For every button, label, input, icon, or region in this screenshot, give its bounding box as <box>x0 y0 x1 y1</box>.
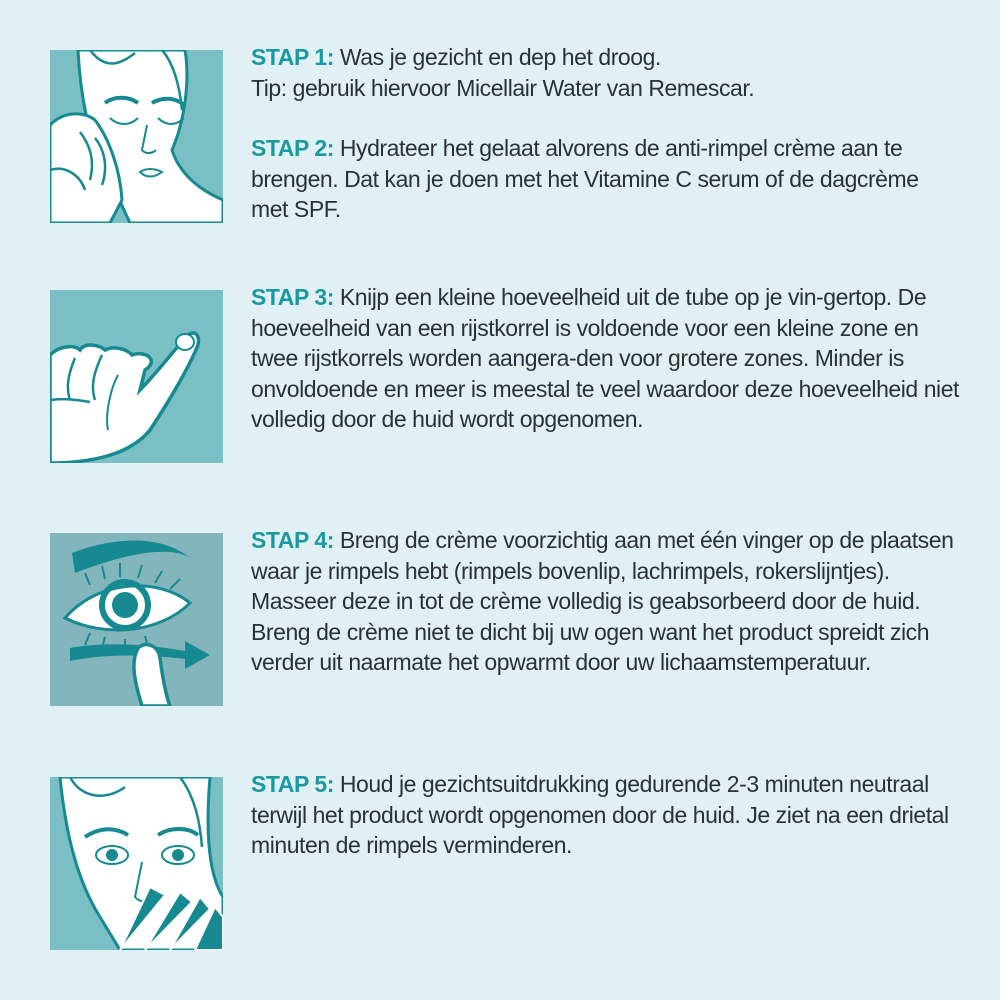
step-1-tip: Tip: gebruik hiervoor Micellair Water van Remescar. <box>251 74 755 101</box>
step-1-label: STAP 1: <box>251 44 334 70</box>
step-1-text: Was je gezicht en dep het droog. <box>333 44 661 70</box>
step-1-2-text <box>251 42 961 225</box>
step-5-text-block <box>251 769 961 861</box>
face-drying-with-towel-icon <box>50 50 223 223</box>
step-5-label: STAP 5: <box>251 771 334 797</box>
eye-finger-application-icon <box>50 533 223 706</box>
step-2-text: Hydrateer het gelaat alvorens de anti-rimpel crème aan te brengen. Dat kan je doen met het Vitamine C serum of de dagcrème met SPF. <box>251 135 919 222</box>
step-3-text-block <box>251 282 961 435</box>
step-2-label: STAP 2: <box>251 135 334 161</box>
step-3-text: Knijp een kleine hoeveelheid uit de tube op je vin-gertop. De hoeveelheid van een rijstkorrel is voldoende voor een kleine zone en twee rijstkorrels worden aangera-den voor grotere zones. Minder is onvoldoende en meer is meestal te veel waardoor deze hoeveelheid niet volledig door de huid wordt opgenomen. <box>251 284 959 432</box>
step-4-label: STAP 4: <box>251 527 334 553</box>
fingertip-with-cream-icon <box>50 290 223 463</box>
face-with-fan-icon <box>50 777 223 950</box>
step-5-text: Houd je gezichtsuitdrukking gedurende 2-3 minuten neutraal terwijl het product wordt opgenomen door de huid. Je ziet na een drietal minuten de rimpels verminderen. <box>251 771 949 858</box>
step-3-label: STAP 3: <box>251 284 334 310</box>
step-4-text-block <box>251 525 961 678</box>
step-4-text: Breng de crème voorzichtig aan met één vinger op de plaatsen waar je rimpels hebt (rimpels bovenlip, lachrimpels, rokerslijntjes). Masseer deze in tot de crème volledig is geabsorbeerd door de huid. Breng de crème niet te dicht bij uw ogen want het product spreidt zich verder uit naarmate het opwarmt door uw lichaamstemperatuur. <box>251 527 954 675</box>
